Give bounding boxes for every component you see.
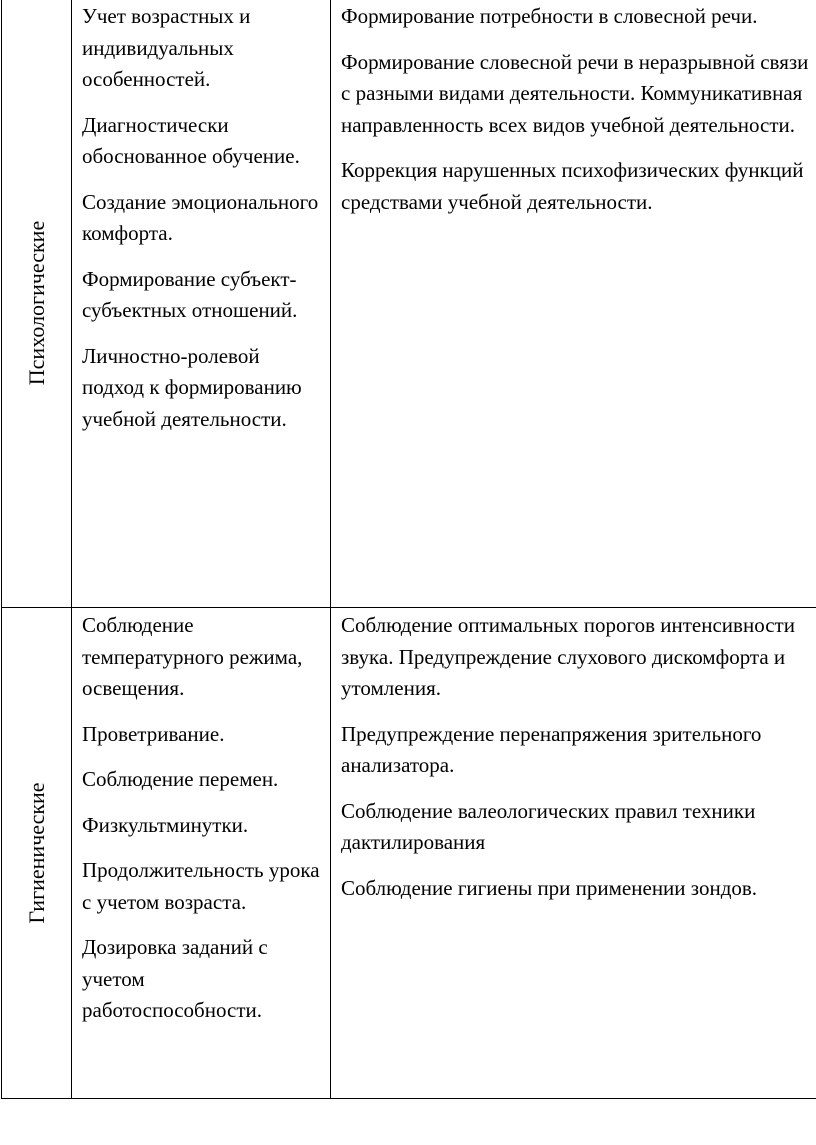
- condition-item: Соблюдение температурного режима, освещения.: [82, 613, 303, 700]
- requirements-cell: [331, 608, 816, 1099]
- condition-item: Создание эмоционального комфорта.: [82, 189, 319, 245]
- row-category-cell: [2, 608, 72, 1099]
- conditions-table: [1, 0, 816, 1099]
- conditions-cell: [72, 0, 331, 608]
- condition-item: Учет возрастных и индивидуальных особенностей.: [82, 4, 251, 91]
- requirement-item: Коррекция нарушенных психофизических функций средствами учебной деятельности.: [341, 158, 804, 214]
- table-row-hygienic: [2, 608, 816, 1099]
- condition-item: Продолжительность урока с учетом возраста.: [82, 858, 320, 914]
- requirement-item: Соблюдение валеологических правил техники дактилирования: [341, 798, 756, 854]
- condition-item: Личностно-ролевой подход к формированию учебной деятельности.: [82, 343, 302, 431]
- condition-item: Диагностически обоснованное обучение.: [82, 112, 300, 168]
- requirement-item: Соблюдение оптимальных порогов интенсивности звука. Предупреждение слухового дискомфорта и утомления.: [341, 613, 795, 700]
- condition-item: Формирование субъект-субъектных отношений.: [82, 266, 298, 322]
- conditions-cell: [72, 608, 331, 1099]
- requirements-cell: [331, 0, 816, 608]
- table-row-psychological: [2, 0, 816, 608]
- row-category-label: Психологические: [23, 220, 49, 386]
- condition-item: Соблюдение перемен.: [82, 767, 279, 791]
- requirement-item: Соблюдение гигиены при применении зондов.: [341, 875, 758, 900]
- condition-item: Физкультминутки.: [82, 812, 249, 837]
- condition-item: Проветривание.: [82, 721, 225, 746]
- requirement-item: Формирование словесной речи в неразрывной связи с разными видами деятельности. Коммуникативная направленность всех видов учебной деятельности.: [341, 49, 809, 137]
- condition-item: Дозировка заданий с учетом работоспособности.: [82, 935, 268, 1022]
- row-category-label: Гигиенические: [23, 782, 49, 924]
- requirement-item: Формирование потребности в словесной речи.: [341, 4, 758, 28]
- requirement-item: Предупреждение перенапряжения зрительного анализатора.: [341, 721, 762, 777]
- row-category-cell: [2, 0, 72, 608]
